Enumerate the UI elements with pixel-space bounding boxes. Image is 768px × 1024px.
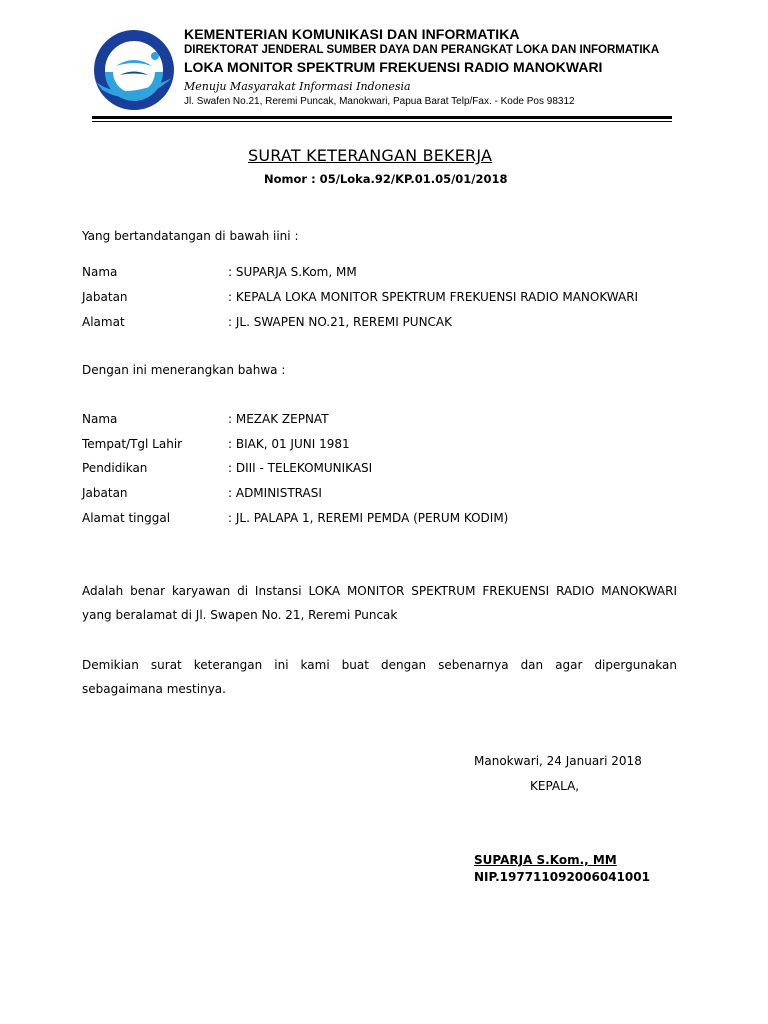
field-label: Nama: [82, 412, 118, 426]
field-value: : KEPALA LOKA MONITOR SPEKTRUM FREKUENSI RADIO MANOKWARI: [228, 290, 639, 304]
field-value: : DIII - TELEKOMUNIKASI: [228, 461, 373, 475]
field-value: : MEZAK ZEPNAT: [228, 412, 329, 426]
letterhead-divider-thick: [92, 116, 672, 119]
office-name: LOKA MONITOR SPEKTRUM FREKUENSI RADIO MANOKWARI: [184, 59, 603, 75]
signer-role: KEPALA,: [530, 779, 580, 793]
field-label: Nama: [82, 265, 118, 279]
field-label: Alamat: [82, 315, 125, 329]
ministry-name: KEMENTERIAN KOMUNIKASI DAN INFORMATIKA: [184, 26, 520, 42]
field-label: Pendidikan: [82, 461, 148, 475]
office-address: Jl. Swafen No.21, Reremi Puncak, Manokwari, Papua Barat Telp/Fax. - Kode Pos 98312: [184, 96, 575, 107]
directorate-name: DIREKTORAT JENDERAL SUMBER DAYA DAN PERANGKAT LOKA DAN INFORMATIKA: [184, 44, 660, 56]
field-value: : SUPARJA S.Kom, MM: [228, 265, 357, 279]
kominfo-logo-icon: [92, 28, 176, 112]
field-label: Tempat/Tgl Lahir: [82, 437, 183, 451]
field-value: : JL. SWAPEN NO.21, REREMI PUNCAK: [228, 315, 453, 329]
closing-paragraph: Demikian surat keterangan ini kami buat dengan sebenarnya dan agar dipergunakan sebagaimana mestinya.: [82, 658, 677, 696]
field-label: Jabatan: [82, 290, 128, 304]
letterhead-divider-thin: [92, 121, 672, 122]
field-value: : ADMINISTRASI: [228, 486, 322, 500]
declaration-text: Dengan ini menerangkan bahwa :: [82, 363, 286, 377]
field-value: : BIAK, 01 JUNI 1981: [228, 437, 350, 451]
signer-nip: NIP.197711092006041001: [474, 870, 650, 884]
signer-name: SUPARJA S.Kom., MM: [474, 853, 617, 867]
document-number: Nomor : 05/Loka.92/KP.01.05/01/2018: [264, 172, 508, 186]
place-date: Manokwari, 24 Januari 2018: [474, 754, 642, 768]
field-value: : JL. PALAPA 1, REREMI PEMDA (PERUM KODIM): [228, 511, 509, 525]
intro-text: Yang bertandatangan di bawah iini :: [82, 229, 299, 243]
field-label: Jabatan: [82, 486, 128, 500]
statement-paragraph: Adalah benar karyawan di Instansi LOKA MONITOR SPEKTRUM FREKUENSI RADIO MANOKWARI yang beralamat di Jl. Swapen No. 21, Reremi Puncak: [82, 584, 677, 622]
motto: Menuju Masyarakat Informasi Indonesia: [184, 80, 411, 93]
document-title: SURAT KETERANGAN BEKERJA: [248, 146, 493, 165]
field-label: Alamat tinggal: [82, 511, 171, 525]
